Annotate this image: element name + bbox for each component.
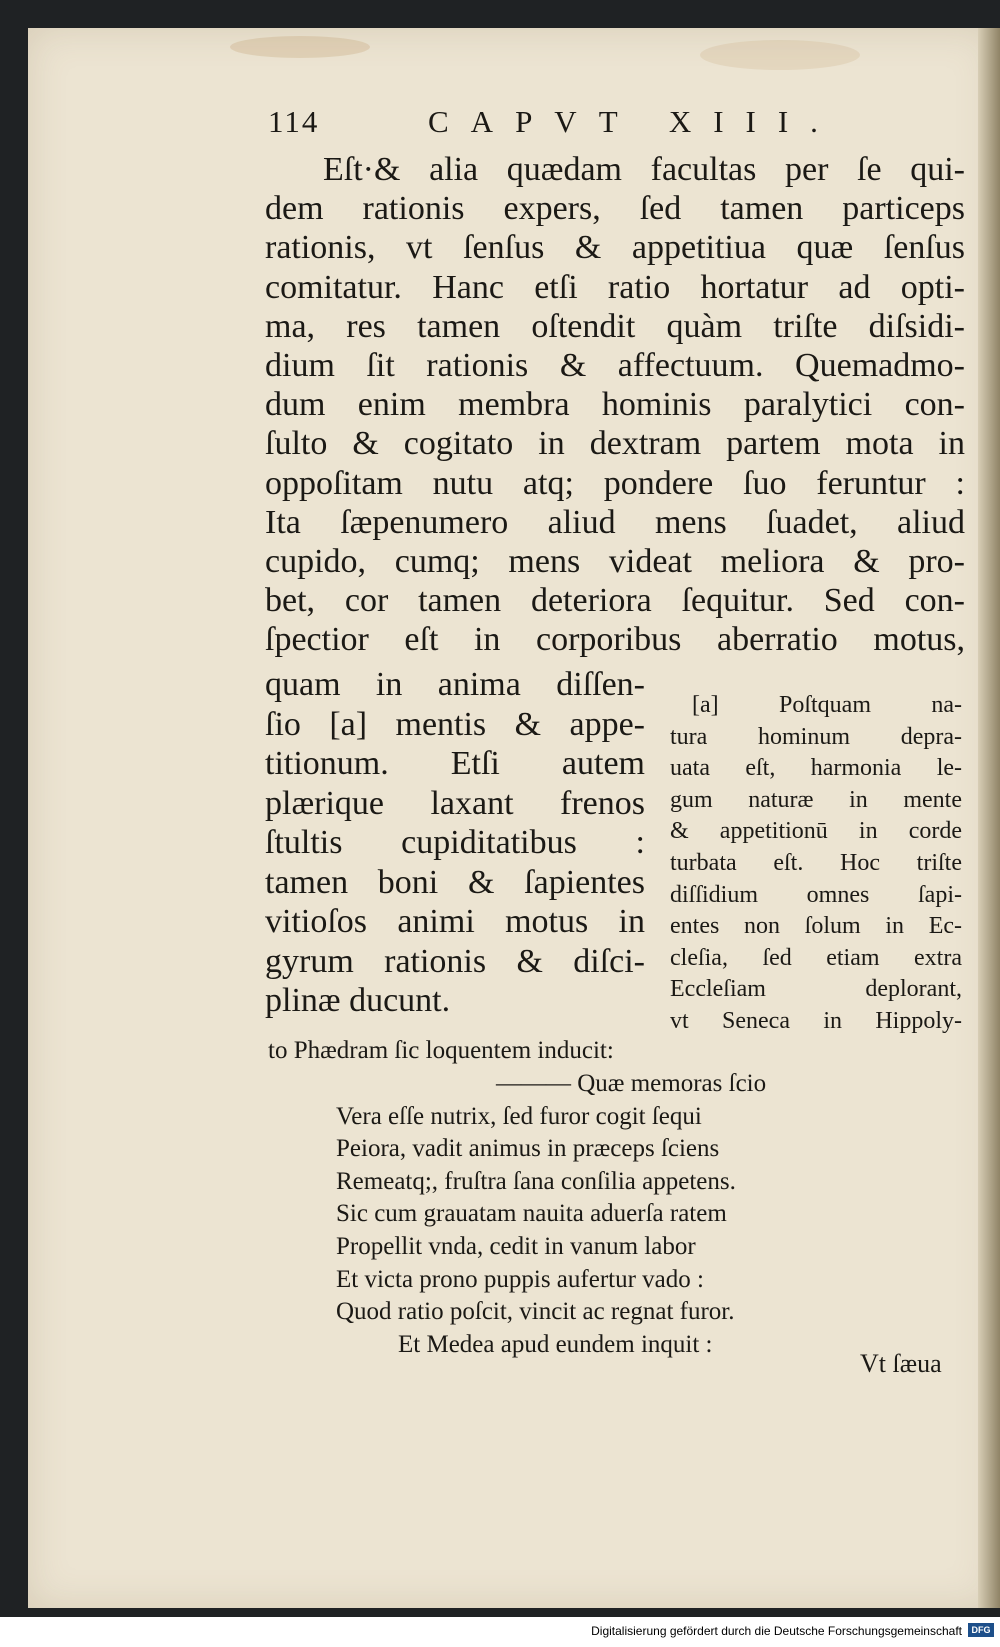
main-text-block [265, 150, 965, 660]
text-line: cupido, cumq; mens videat meliora & pro- [265, 543, 965, 581]
verse-line: Peiora, vadit animus in præceps ſciens [336, 1135, 720, 1163]
text-line: ſio [a] mentis & appe- [265, 705, 645, 743]
text-line: plinæ ducunt. [265, 982, 451, 1019]
text-line: ſpectior eſt in corporibus aberratio motus, [265, 621, 965, 659]
text-line: dum enim membra hominis paralytici con- [265, 386, 965, 424]
note-line: vt Seneca in Hippoly- [670, 1007, 962, 1034]
running-header [268, 104, 848, 144]
funding-notice: Digitalisierung gefördert durch die Deutsche Forschungsgemeinschaft [591, 1624, 962, 1638]
verse-line: Propellit vnda, cedit in vanum labor [336, 1232, 696, 1260]
note-line: entes non ſolum in Ec- [670, 913, 962, 940]
verse-line: Vera eſſe nutrix, ſed furor cogit ſequi [336, 1102, 702, 1130]
verse-line: Et victa prono puppis aufertur vado : [336, 1265, 704, 1293]
text-line: Eſt·& alia quædam facultas per ſe qui- [323, 151, 965, 188]
text-line: ma, res tamen oſtendit quàm triſte diſsidi- [265, 307, 965, 345]
verse-line: ——— Quæ memoras ſcio [496, 1070, 767, 1097]
text-line: plærique laxant frenos [265, 784, 645, 822]
paper-stain [230, 36, 370, 58]
note-line: & appetitionū in corde [670, 818, 962, 845]
text-line: titionum. Etſi autem [265, 745, 645, 782]
verse-line: Sic cum grauatam nauita aduerſa ratem [336, 1200, 727, 1228]
digitization-footer [0, 1617, 1000, 1647]
text-line: oppoſitam nutu atq; pondere ſuo feruntur : [265, 464, 965, 502]
text-line: to Phædram ſic loquentem inducit: [268, 1037, 614, 1064]
chapter-heading: CAPVT XIII. [428, 104, 840, 139]
text-line: comitatur. Hanc etſi ratio hortatur ad opti- [265, 268, 965, 306]
text-line: rationis, vt ſenſus & appetitiua quæ ſenſus [265, 229, 965, 267]
text-line: gyrum rationis & diſci- [265, 942, 645, 980]
note-line: [a] Poſtquam na- [692, 692, 962, 718]
paper-stain [700, 40, 860, 70]
note-line: uata eſt, harmonia le- [670, 755, 962, 782]
text-line: vitioſos animi motus in [265, 903, 645, 940]
note-line: turbata eſt. Hoc triſte [670, 849, 962, 876]
text-line: dium ſit rationis & affectuum. Quemadmo- [265, 347, 965, 385]
text-line: bet, cor tamen deteriora ſequitur. Sed con- [265, 582, 965, 620]
text-line: ſulto & cogitato in dextram partem mota in [265, 425, 965, 463]
dfg-logo: DFG [968, 1623, 994, 1637]
verse-line: Quod ratio poſcit, vincit ac regnat furor. [336, 1298, 735, 1326]
text-line: dem rationis expers, ſed tamen particeps [265, 190, 965, 228]
text-line: ſtultis cupiditatibus : [265, 824, 645, 861]
text-line: tamen boni & ſapientes [265, 863, 645, 901]
verse-line: Et Medea apud eundem inquit : [398, 1330, 713, 1358]
note-line: tura hominum depra- [670, 723, 962, 750]
marginal-note [670, 690, 962, 1038]
note-line: cleſia, ſed etiam extra [670, 944, 962, 971]
verse-quotation [336, 1068, 896, 1361]
note-continuation [268, 1035, 968, 1067]
note-line: gum naturæ in mente [670, 786, 962, 813]
text-line: Ita ſæpenumero aliud mens ſuadet, aliud [265, 503, 965, 541]
note-line: Eccleſiam deplorant, [670, 976, 962, 1003]
page-right-edge [978, 28, 1000, 1608]
verse-line: Remeatq;, fruſtra ſana conſilia appetens. [336, 1167, 736, 1195]
page-number: 114 [268, 104, 320, 139]
narrow-text-column [265, 665, 645, 1021]
text-line: quam in anima diſſen- [265, 666, 645, 703]
note-line: diſſidium omnes ſapi- [670, 881, 962, 908]
catchword: Vt ſæua [860, 1349, 942, 1378]
